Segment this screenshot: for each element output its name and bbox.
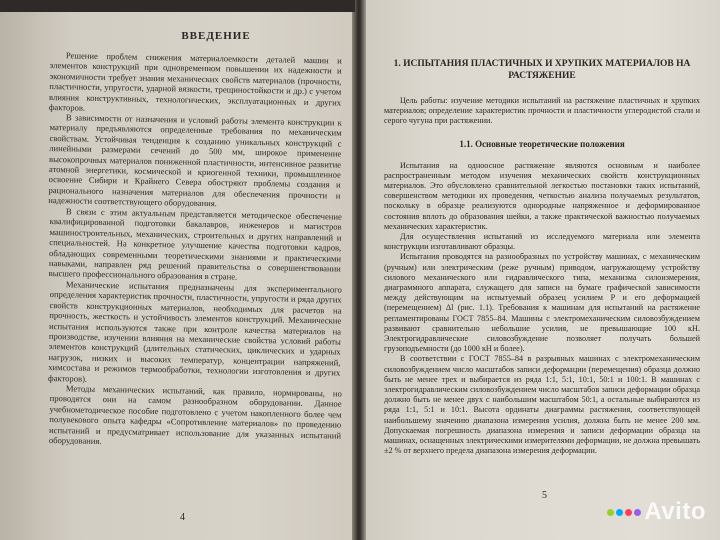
avito-watermark [607,498,706,526]
right-page-number: 5 [542,490,547,501]
watermark-text: Avito [644,498,706,525]
left-paragraph: В зависимости от назначения и условий работы элемента конструкции к материалу предъявляются определенные требования по механическим свойствам. Устойчивая тенденция к созданию уникальных конструкций с линейными размерами сечений до 500 мм, широкое применение высокопрочных материалов пониженной пластичности, интенсивное развитие атомной энергетики, космической и криогенной техники, промышленное освоение Сибири и Крайнего Севера обостряют проблемы создания и рационального назначения материалов для обеспечения прочности и надежности соответствующего оборудования. [48,112,342,209]
right-page-title: 1. ИСПЫТАНИЯ ПЛАСТИЧНЫХ И ХРУПКИХ МАТЕРИАЛОВ НА РАСТЯЖЕНИЕ [393,59,691,81]
left-paragraph: В связи с этим актуальным представляется методическое обеспечение квалифицированной подготовки бакалавров, инженеров и магистров машиностроительных, механических, строительных и других направлений и специальностей. На конкретное улучшение качества подготовки кадров, обладающих современными теоретическими знаниями и практическими навыками, направлен ряд решений правительства о совершенствовании высшего профессионального образования в стране. [48,206,342,283]
left-paragraph: Методы механических испытаний, как правило, нормированы, но проводятся они на самом разнообразном оборудовании. Данное учебнометодическое пособие подготовлено с учетом накопленного более чем полувекового опыта кафедры «Сопротивление материалов» по проведению испытаний и предусматривает использование для указанных испытаний оборудования. [48,383,342,447]
book-gutter [352,0,366,540]
left-page-number: 4 [180,512,185,523]
left-page-text [50,50,342,445]
left-page-title: ВВЕДЕНИЕ [181,30,251,42]
logo-dot [634,509,641,516]
avito-logo-icon [607,509,641,516]
logo-dot [607,509,614,516]
right-page-text [384,161,700,457]
left-paragraph: Решение проблем снижения материалоемкости деталей машин и элементов конструкций при одновременном повышении их надежности и экономичности требует знания механических свойств материалов (прочности, пластичности, упругости, ударной вязкости, трещиностойкости и др.) с учетом влияния конструктивных, технологических, эксплуатационных и других факторов. [48,50,342,113]
right-paragraph: Испытания проводятся на разнообразных по устройству машинах, с механическим (ручным) или электрическим (реже ручным) приводом, нагружающему устройству силового механического или гидравлического типа, механизма силоизмерения, диаграммного аппарата, служащего для записи на бумаге графической зависимости между действующим на испытуемый образец усилием P и его деформацией (перемещением) Δl (рис. 1.1). Требования к машинам для испытаний на растяжение регламентированы ГОСТ 7855–84. Машины с электромеханическим силовозбуждением развивают сравнительно небольшие усилия, не превышающие 100 кН. Электрогидравлические силовозбуждение позволяет получать большей грузоподъемности (до 1000 кН и более). [384,252,700,354]
right-paragraph: В соответствии с ГОСТ 7855–84 в разрывных машинах с электромеханическим силовозбуждением число масштабов записи деформации (перемещения) образца должно быть не менее трех и выбирается из ряда 1:1, 5:1, 10:1, 50:1 и 100:1. В машинах с электрогидравлическим силовозбуждением число масштабов записи деформации образца должно быть не менее двух с наибольшим масштабом 50:1, а остальные выбираются из ряда 1:1, 5:1 и 10:1. Высота ординаты диаграммы растяжения, соответствующей наибольшему значению диапазона измерения усилия, должна быть не менее 200 мм. Допускаемая погрешность диапазона измерения и записи деформации образца на машинах, оснащенных электрическими измерителями деформации, не должна превышать ±2 % от верхнего предела диапазона измерения деформации. [384,354,700,456]
right-paragraph: Испытания на одноосное растяжение являются основным и наиболее распространенным методом изучения механических свойств конструкционных материалов. Это обусловлено сравнительной легкостью постановки таких испытаний, совершенством методики их проведения, четкостью анализа получаемых результатов, поскольку в образце реализуются однородные напряженное и деформированное состояния вплоть до образования шейки, а также практической важностью получаемых механических характеристик. [384,160,700,231]
book-cover-edge [0,0,355,12]
right-page [362,0,720,540]
aim-paragraph: Цель работы: изучение методики испытаний на растяжение пластичных и хрупких материалов; определение характеристик прочности и пластичности углеродистой стали и серого чугуна при растяжении. [384,96,700,126]
left-paragraph: Механические испытания предназначены для экспериментального определения характеристик прочности, пластичности, упругости и ряда других свойств конструкционных материалов, необходимых для расчетов на прочность, жесткость и устойчивость элементов конструкций. Механические испытания используются также при контроле качества материалов на производстве, изучении влияния на механические свойства условий работы элементов конструкций (длительных статических, циклических и ударных нагрузок, низких и высоких температур, концентрации напряжений, химсостава и режимов термообработки, технологии изготовления и других факторов). [48,279,342,384]
logo-dot [616,509,623,516]
section-subtitle: 1.1. Основные теоретические положения [459,138,625,149]
right-paragraph: Для осуществления испытаний из исследуемого материала или элемента конструкции изготавливают образцы. [384,232,700,252]
logo-dot [625,509,632,516]
